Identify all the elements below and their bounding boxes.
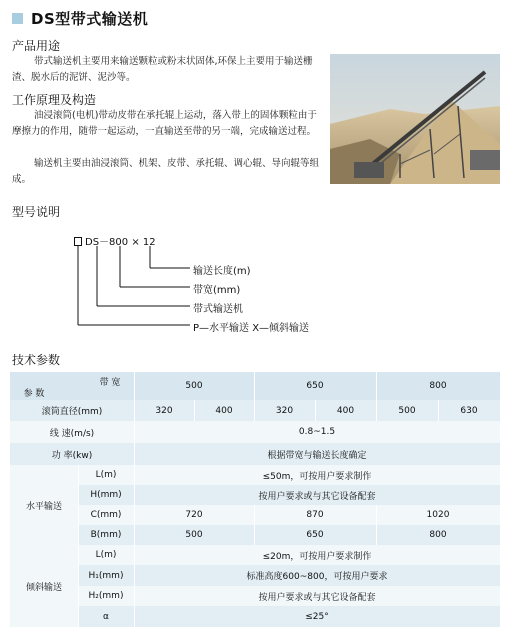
table-row bbox=[78, 606, 500, 627]
i-h1-label: H₁(mm) bbox=[88, 570, 124, 581]
table-row bbox=[78, 545, 500, 565]
h-c-label: C(mm) bbox=[90, 510, 122, 520]
drum-value: 500 bbox=[398, 405, 416, 416]
model-legend-length: 输送长度(m) bbox=[193, 266, 251, 277]
page-title-bar bbox=[12, 8, 148, 28]
usage-heading: 产品用途 bbox=[12, 39, 61, 53]
principle-heading: 工作原理及构造 bbox=[12, 93, 97, 107]
table-divider bbox=[376, 505, 377, 545]
header-width-650: 650 bbox=[306, 381, 324, 391]
i-l-value: ≤20m，可按用户要求制作 bbox=[262, 551, 372, 562]
conveyor-photo bbox=[330, 54, 500, 184]
table-row bbox=[78, 586, 500, 606]
drum-value: 320 bbox=[275, 405, 294, 416]
model-heading: 型号说明 bbox=[12, 205, 61, 219]
h-b-value: 650 bbox=[306, 530, 324, 540]
power-label: 功 率(kw) bbox=[51, 450, 93, 461]
h-l-label: L(m) bbox=[95, 470, 117, 480]
drum-value: 630 bbox=[460, 405, 478, 416]
drum-label: 滚筒直径(mm) bbox=[41, 407, 103, 417]
table-row bbox=[78, 505, 500, 525]
header-width-label: 带 宽 bbox=[99, 377, 121, 388]
drum-value: 400 bbox=[336, 405, 355, 416]
speed-value: 0.8~1.5 bbox=[298, 427, 336, 437]
table-divider bbox=[254, 372, 255, 421]
table-row bbox=[10, 400, 500, 421]
i-alpha-label: α bbox=[103, 611, 109, 622]
table-divider bbox=[78, 465, 79, 627]
h-h-value: 按用户要求或与其它设备配套 bbox=[258, 491, 376, 502]
table-divider bbox=[134, 372, 135, 421]
table-row bbox=[10, 443, 500, 465]
table-row bbox=[10, 421, 500, 443]
h-c-value: 870 bbox=[306, 510, 324, 520]
i-h2-value: 按用户要求或与其它设备配套 bbox=[258, 592, 376, 603]
table-divider bbox=[194, 400, 195, 421]
h-h-label: H(mm) bbox=[90, 490, 122, 500]
model-checkbox-icon bbox=[74, 237, 82, 246]
h-b-value: 500 bbox=[185, 530, 203, 540]
horizontal-group-label: 水平输送 bbox=[25, 501, 62, 512]
h-l-value: ≤50m，可按用户要求制作 bbox=[262, 471, 372, 482]
power-value: 根据带宽与输送长度确定 bbox=[267, 450, 367, 461]
i-alpha-value: ≤25° bbox=[305, 611, 329, 622]
table-row bbox=[78, 565, 500, 586]
h-c-value: 720 bbox=[185, 510, 203, 520]
table-header-row bbox=[10, 372, 500, 400]
model-code bbox=[74, 233, 156, 248]
model-code-text: DS－800 × 12 bbox=[85, 237, 156, 248]
drum-value: 400 bbox=[215, 405, 233, 416]
principle-text-2: 输送机主要由油浸滚筒、机架、皮带、承托辊、调心辊、导向辊等组成。 bbox=[12, 158, 320, 185]
model-legend-type: 带式输送机 bbox=[193, 304, 243, 315]
drum-value: 320 bbox=[155, 405, 173, 416]
page-title: DS型带式输送机 bbox=[31, 9, 149, 28]
principle-text-1: 油浸滚筒(电机)带动皮带在承托辊上运动，落入带上的固体颗粒由于摩擦力的作用，随带一起运动，一直输送至带的另一端，完成输送过程。 bbox=[12, 110, 317, 137]
i-h1-value: 标准高度600~800，可按用户要求 bbox=[246, 572, 388, 582]
i-l-label: L(m) bbox=[95, 550, 117, 560]
header-width-800: 800 bbox=[429, 381, 447, 391]
model-legend-width: 带宽(mm) bbox=[193, 285, 241, 296]
table-divider bbox=[438, 400, 439, 421]
table-divider bbox=[315, 400, 316, 421]
h-b-label: B(mm) bbox=[90, 530, 122, 540]
title-square-icon bbox=[12, 13, 23, 24]
table-row bbox=[78, 485, 500, 505]
table-row bbox=[78, 525, 500, 545]
table-divider bbox=[376, 372, 377, 421]
h-b-value: 800 bbox=[429, 530, 447, 540]
header-param-label: 参 数 bbox=[23, 388, 45, 399]
inclined-group-label: 倾斜输送 bbox=[25, 582, 62, 593]
i-h2-label: H₂(mm) bbox=[88, 591, 124, 601]
h-c-value: 1020 bbox=[426, 510, 450, 520]
table-divider bbox=[134, 421, 135, 627]
header-width-500: 500 bbox=[185, 381, 203, 391]
usage-text: 带式输送机主要用来输送颗粒或粉末状固体,环保上主要用于输送栅渣、脱水后的泥饼、泥沙等。 bbox=[12, 56, 313, 83]
speed-label: 线 速(m/s) bbox=[49, 428, 95, 439]
table-divider bbox=[254, 505, 255, 545]
params-heading: 技术参数 bbox=[12, 353, 61, 367]
model-legend-mode: P—水平输送 X—倾斜输送 bbox=[193, 323, 310, 334]
table-row bbox=[78, 465, 500, 485]
